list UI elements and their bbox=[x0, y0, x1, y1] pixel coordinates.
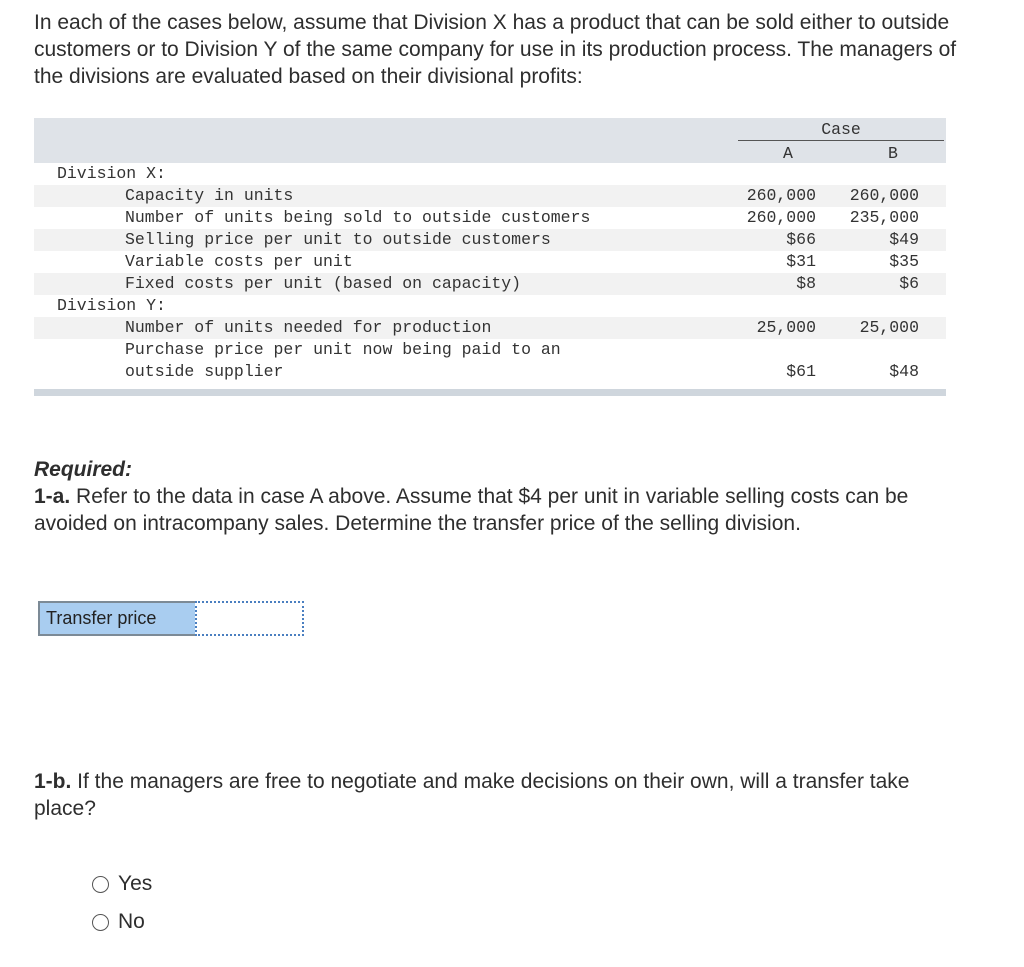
case-a-value: $8 bbox=[796, 274, 816, 293]
case-b-value: $6 bbox=[899, 274, 919, 293]
case-a-value: 25,000 bbox=[756, 318, 816, 337]
table-footer-bar bbox=[34, 389, 946, 396]
row-label: Fixed costs per unit (based on capacity) bbox=[125, 274, 522, 293]
option-yes[interactable] bbox=[92, 872, 152, 896]
yes-radio-button[interactable] bbox=[92, 876, 109, 893]
column-b-header: B bbox=[888, 144, 898, 163]
question-1a bbox=[34, 483, 964, 537]
row-label: Selling price per unit to outside customers bbox=[125, 230, 551, 249]
no-radio-button[interactable] bbox=[92, 914, 109, 931]
question-1b bbox=[34, 768, 964, 822]
case-a-value: $31 bbox=[786, 252, 816, 271]
case-b-value: 260,000 bbox=[849, 186, 919, 205]
table-row bbox=[34, 273, 946, 295]
transfer-price-row bbox=[38, 601, 304, 636]
table-row bbox=[34, 185, 946, 207]
yes-label[interactable]: Yes bbox=[118, 872, 153, 895]
intro-text: In each of the cases below, assume that Division X has a product that can be sold either to outside customers or to Division Y of the same company for use in its production process. The managers of the divisions are evaluated based on their divisional profits: bbox=[34, 11, 957, 88]
transfer-price-label: Transfer price bbox=[38, 601, 195, 636]
required-title: Required: bbox=[34, 458, 133, 481]
question-1b-number: 1-b. bbox=[34, 770, 72, 793]
table-body bbox=[34, 163, 946, 383]
row-label-line2: outside supplier bbox=[125, 362, 284, 381]
case-b-value: 25,000 bbox=[859, 318, 919, 337]
row-label bbox=[125, 339, 561, 383]
division-x-heading bbox=[34, 163, 946, 185]
table-row bbox=[34, 207, 946, 229]
data-table bbox=[34, 118, 946, 396]
case-b-value: 235,000 bbox=[849, 208, 919, 227]
row-label: Capacity in units bbox=[125, 186, 294, 205]
table-row bbox=[34, 339, 946, 383]
case-a-value: $61 bbox=[786, 362, 816, 381]
table-row bbox=[34, 317, 946, 339]
question-1b-text: If the managers are free to negotiate and make decisions on their own, will a transfer take place? bbox=[34, 770, 910, 820]
case-header-rule bbox=[738, 140, 944, 141]
no-label[interactable]: No bbox=[118, 910, 145, 933]
row-label: Number of units being sold to outside customers bbox=[125, 208, 591, 227]
table-row bbox=[34, 251, 946, 273]
table-header bbox=[34, 118, 946, 163]
row-label-line1: Purchase price per unit now being paid to an bbox=[125, 340, 561, 359]
table-row bbox=[34, 229, 946, 251]
case-header: Case bbox=[821, 120, 861, 139]
case-a-value: 260,000 bbox=[746, 186, 816, 205]
row-label: Number of units needed for production bbox=[125, 318, 492, 337]
question-1a-text: Refer to the data in case A above. Assume that $4 per unit in variable selling costs can be avoided on intracompany sales. Determine the transfer price of the selling division. bbox=[34, 485, 909, 535]
case-b-value: $35 bbox=[889, 252, 919, 271]
division-y-label: Division Y: bbox=[57, 296, 166, 315]
row-label: Variable costs per unit bbox=[125, 252, 353, 271]
case-b-value: $49 bbox=[889, 230, 919, 249]
transfer-price-input[interactable] bbox=[195, 601, 304, 636]
required-section bbox=[34, 456, 964, 537]
case-a-value: 260,000 bbox=[746, 208, 816, 227]
question-1a-number: 1-a. bbox=[34, 485, 71, 508]
division-x-label: Division X: bbox=[57, 164, 166, 183]
case-a-value: $66 bbox=[786, 230, 816, 249]
option-no[interactable] bbox=[92, 910, 145, 934]
division-y-heading bbox=[34, 295, 946, 317]
case-b-value: $48 bbox=[889, 362, 919, 381]
column-a-header: A bbox=[783, 144, 793, 163]
